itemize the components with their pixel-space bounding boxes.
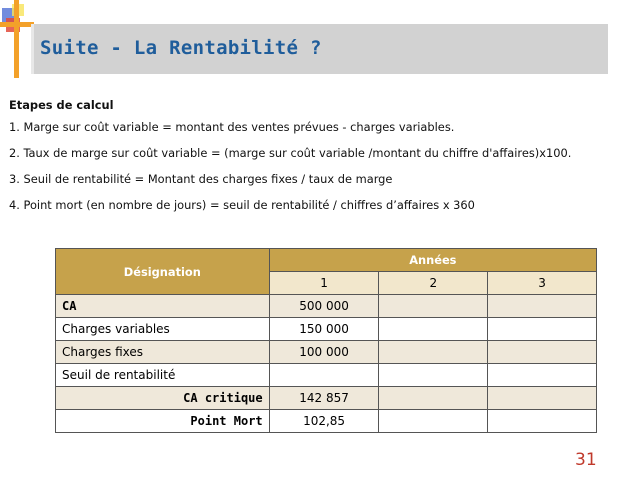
table-row-ca-critique [56, 387, 597, 410]
row-value-year-1: 100 000 [269, 341, 379, 364]
row-label: Charges fixes [56, 341, 270, 364]
header-designation: Désignation [56, 249, 270, 295]
year-1-header: 1 [269, 272, 379, 295]
year-3-header: 3 [488, 272, 597, 295]
table-row-charges-fixes [56, 341, 597, 364]
row-value-year-1: 500 000 [269, 295, 379, 318]
step-item-4: 4. Point mort (en nombre de jours) = seuil de rentabilité / chiffres d’affaires x 360 [9, 198, 475, 212]
table-row-seuil [56, 364, 597, 387]
row-value-year-2 [379, 341, 488, 364]
row-value-year-1: 150 000 [269, 318, 379, 341]
profitability-table [55, 248, 597, 433]
row-label: Point Mort [56, 410, 270, 433]
row-value-year-3 [488, 387, 597, 410]
row-label: CA [56, 295, 270, 318]
slide-title: Suite - La Rentabilité ? [40, 37, 322, 59]
row-value-year-2 [379, 387, 488, 410]
year-2-header: 2 [379, 272, 488, 295]
row-value-year-2 [379, 410, 488, 433]
steps-heading: Etapes de calcul [9, 98, 114, 112]
row-value-year-2 [379, 364, 488, 387]
row-value-year-3 [488, 364, 597, 387]
page-number: 31 [575, 450, 597, 470]
table-row-ca [56, 295, 597, 318]
step-item-1: 1. Marge sur coût variable = montant des ventes prévues - charges variables. [9, 120, 455, 134]
row-value-year-1 [269, 364, 379, 387]
row-label: Charges variables [56, 318, 270, 341]
header-years: Années [269, 249, 596, 272]
row-label: CA critique [56, 387, 270, 410]
row-value-year-3 [488, 295, 597, 318]
row-value-year-2 [379, 318, 488, 341]
row-value-year-3 [488, 341, 597, 364]
row-value-year-3 [488, 410, 597, 433]
row-label: Seuil de rentabilité [56, 364, 270, 387]
step-item-3: 3. Seuil de rentabilité = Montant des charges fixes / taux de marge [9, 172, 393, 186]
table-row-point-mort [56, 410, 597, 433]
logo-vertical-bar [14, 0, 19, 78]
step-item-2: 2. Taux de marge sur coût variable = (marge sur coût variable /montant du chiffre d'affaires)x100. [9, 146, 572, 160]
row-value-year-2 [379, 295, 488, 318]
row-value-year-1: 142 857 [269, 387, 379, 410]
row-value-year-1: 102,85 [269, 410, 379, 433]
row-value-year-3 [488, 318, 597, 341]
logo-horizontal-bar [0, 22, 34, 27]
table-row-charges-variables [56, 318, 597, 341]
calculation-steps [9, 98, 634, 224]
